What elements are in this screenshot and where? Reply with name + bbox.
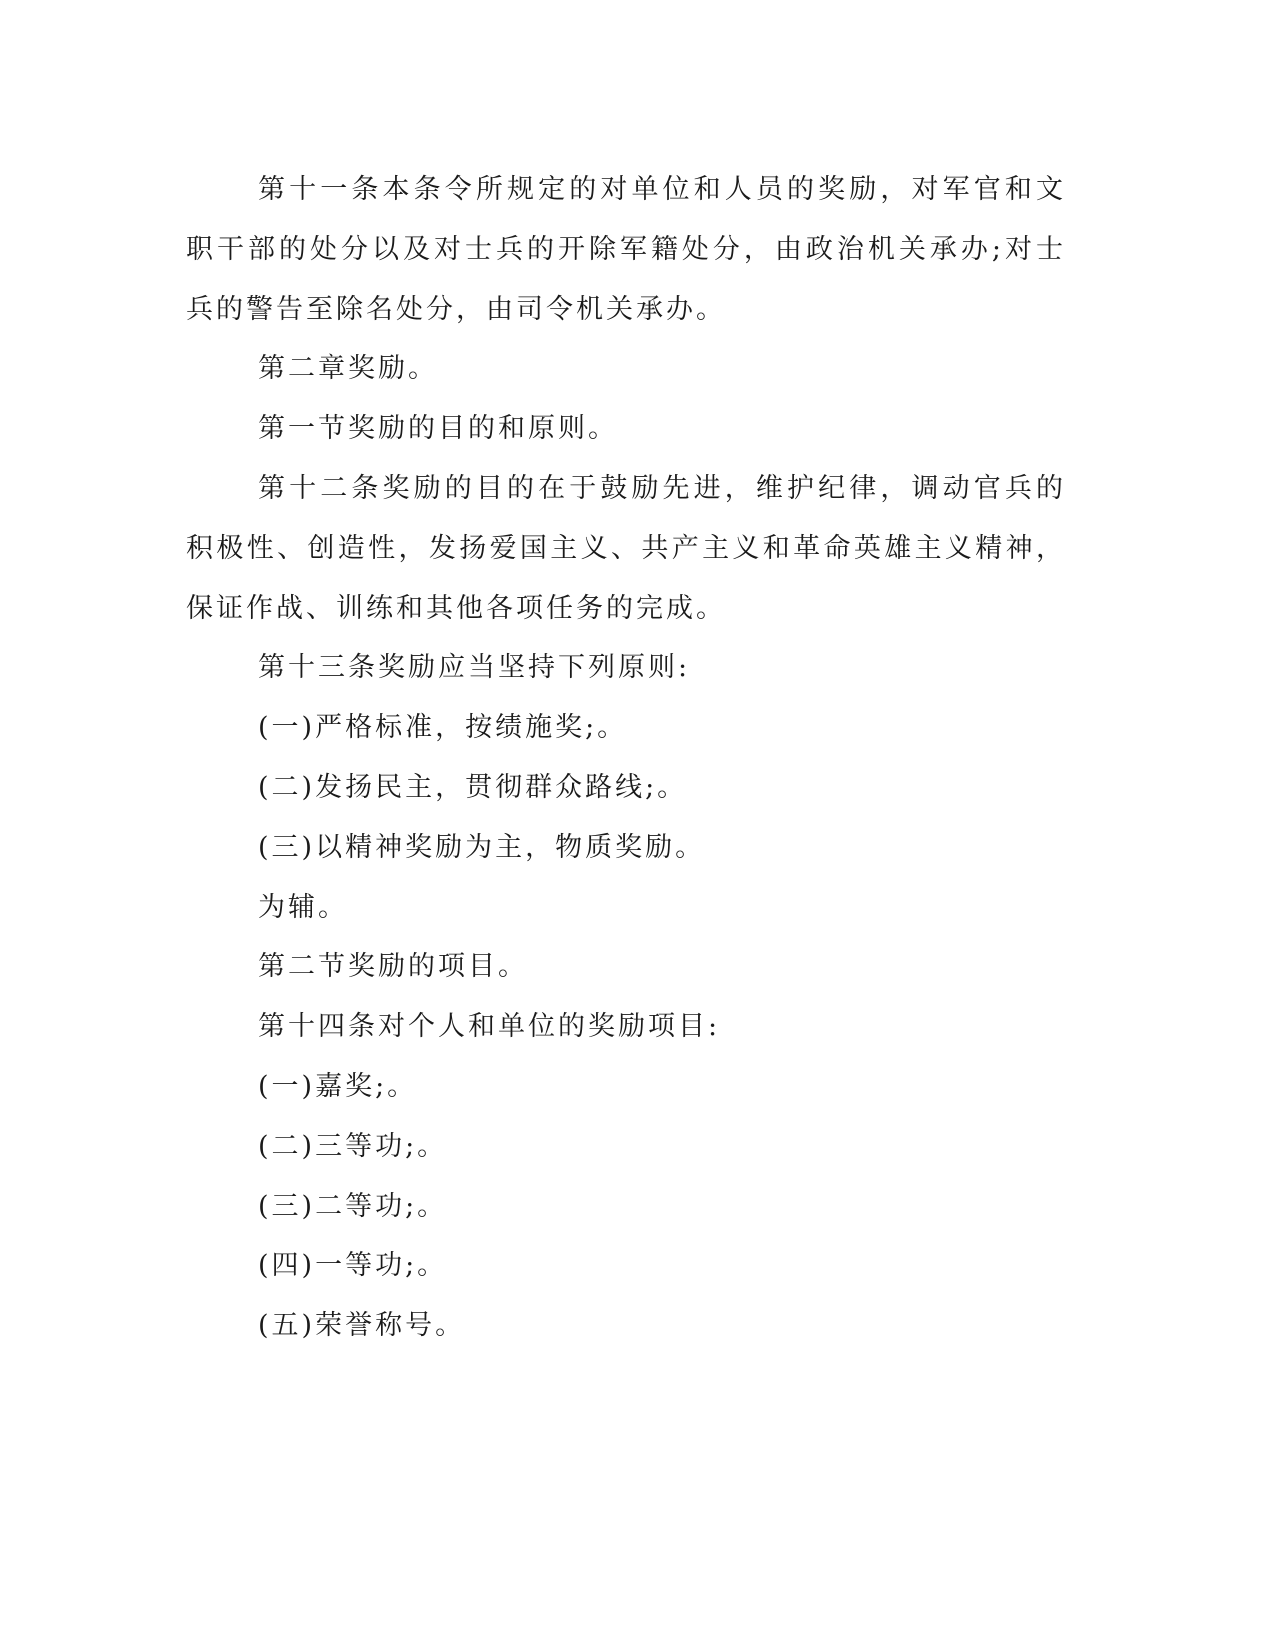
list-item: (一)嘉奖;。	[258, 1070, 418, 1102]
list-item: (三)以精神奖励为主，物质奖励。	[258, 831, 706, 863]
list-item-continuation: 为辅。	[258, 891, 348, 923]
section-heading: 第二节奖励的项目。	[258, 951, 528, 983]
list-item: (一)严格标准，按绩施奖;。	[258, 712, 628, 744]
list-item: (二)三等功;。	[258, 1130, 448, 1162]
list-item: (二)发扬民主，贯彻群众路线;。	[258, 771, 688, 803]
paragraph-article-13: 第十三条奖励应当坚持下列原则:	[258, 652, 691, 684]
paragraph-article-11: 第十一条本条令所规定的对单位和人员的奖励，对军官和文职干部的处分以及对士兵的开除军籍处分，由政治机关承办;对士兵的警告至除名处分，由司令机关承办。	[186, 174, 1066, 325]
list-item: (五)荣誉称号。	[258, 1310, 466, 1342]
document-body	[186, 160, 1066, 1356]
section-heading: 第一节奖励的目的和原则。	[258, 413, 618, 445]
chapter-heading: 第二章奖励。	[258, 353, 438, 385]
list-item: (三)二等功;。	[258, 1190, 448, 1222]
paragraph-article-14: 第十四条对个人和单位的奖励项目:	[258, 1011, 721, 1043]
paragraph-article-12: 第十二条奖励的目的在于鼓励先进，维护纪律，调动官兵的积极性、创造性，发扬爱国主义、共产主义和革命英雄主义精神，保证作战、训练和其他各项任务的完成。	[186, 472, 1066, 624]
list-item: (四)一等功;。	[258, 1250, 448, 1282]
